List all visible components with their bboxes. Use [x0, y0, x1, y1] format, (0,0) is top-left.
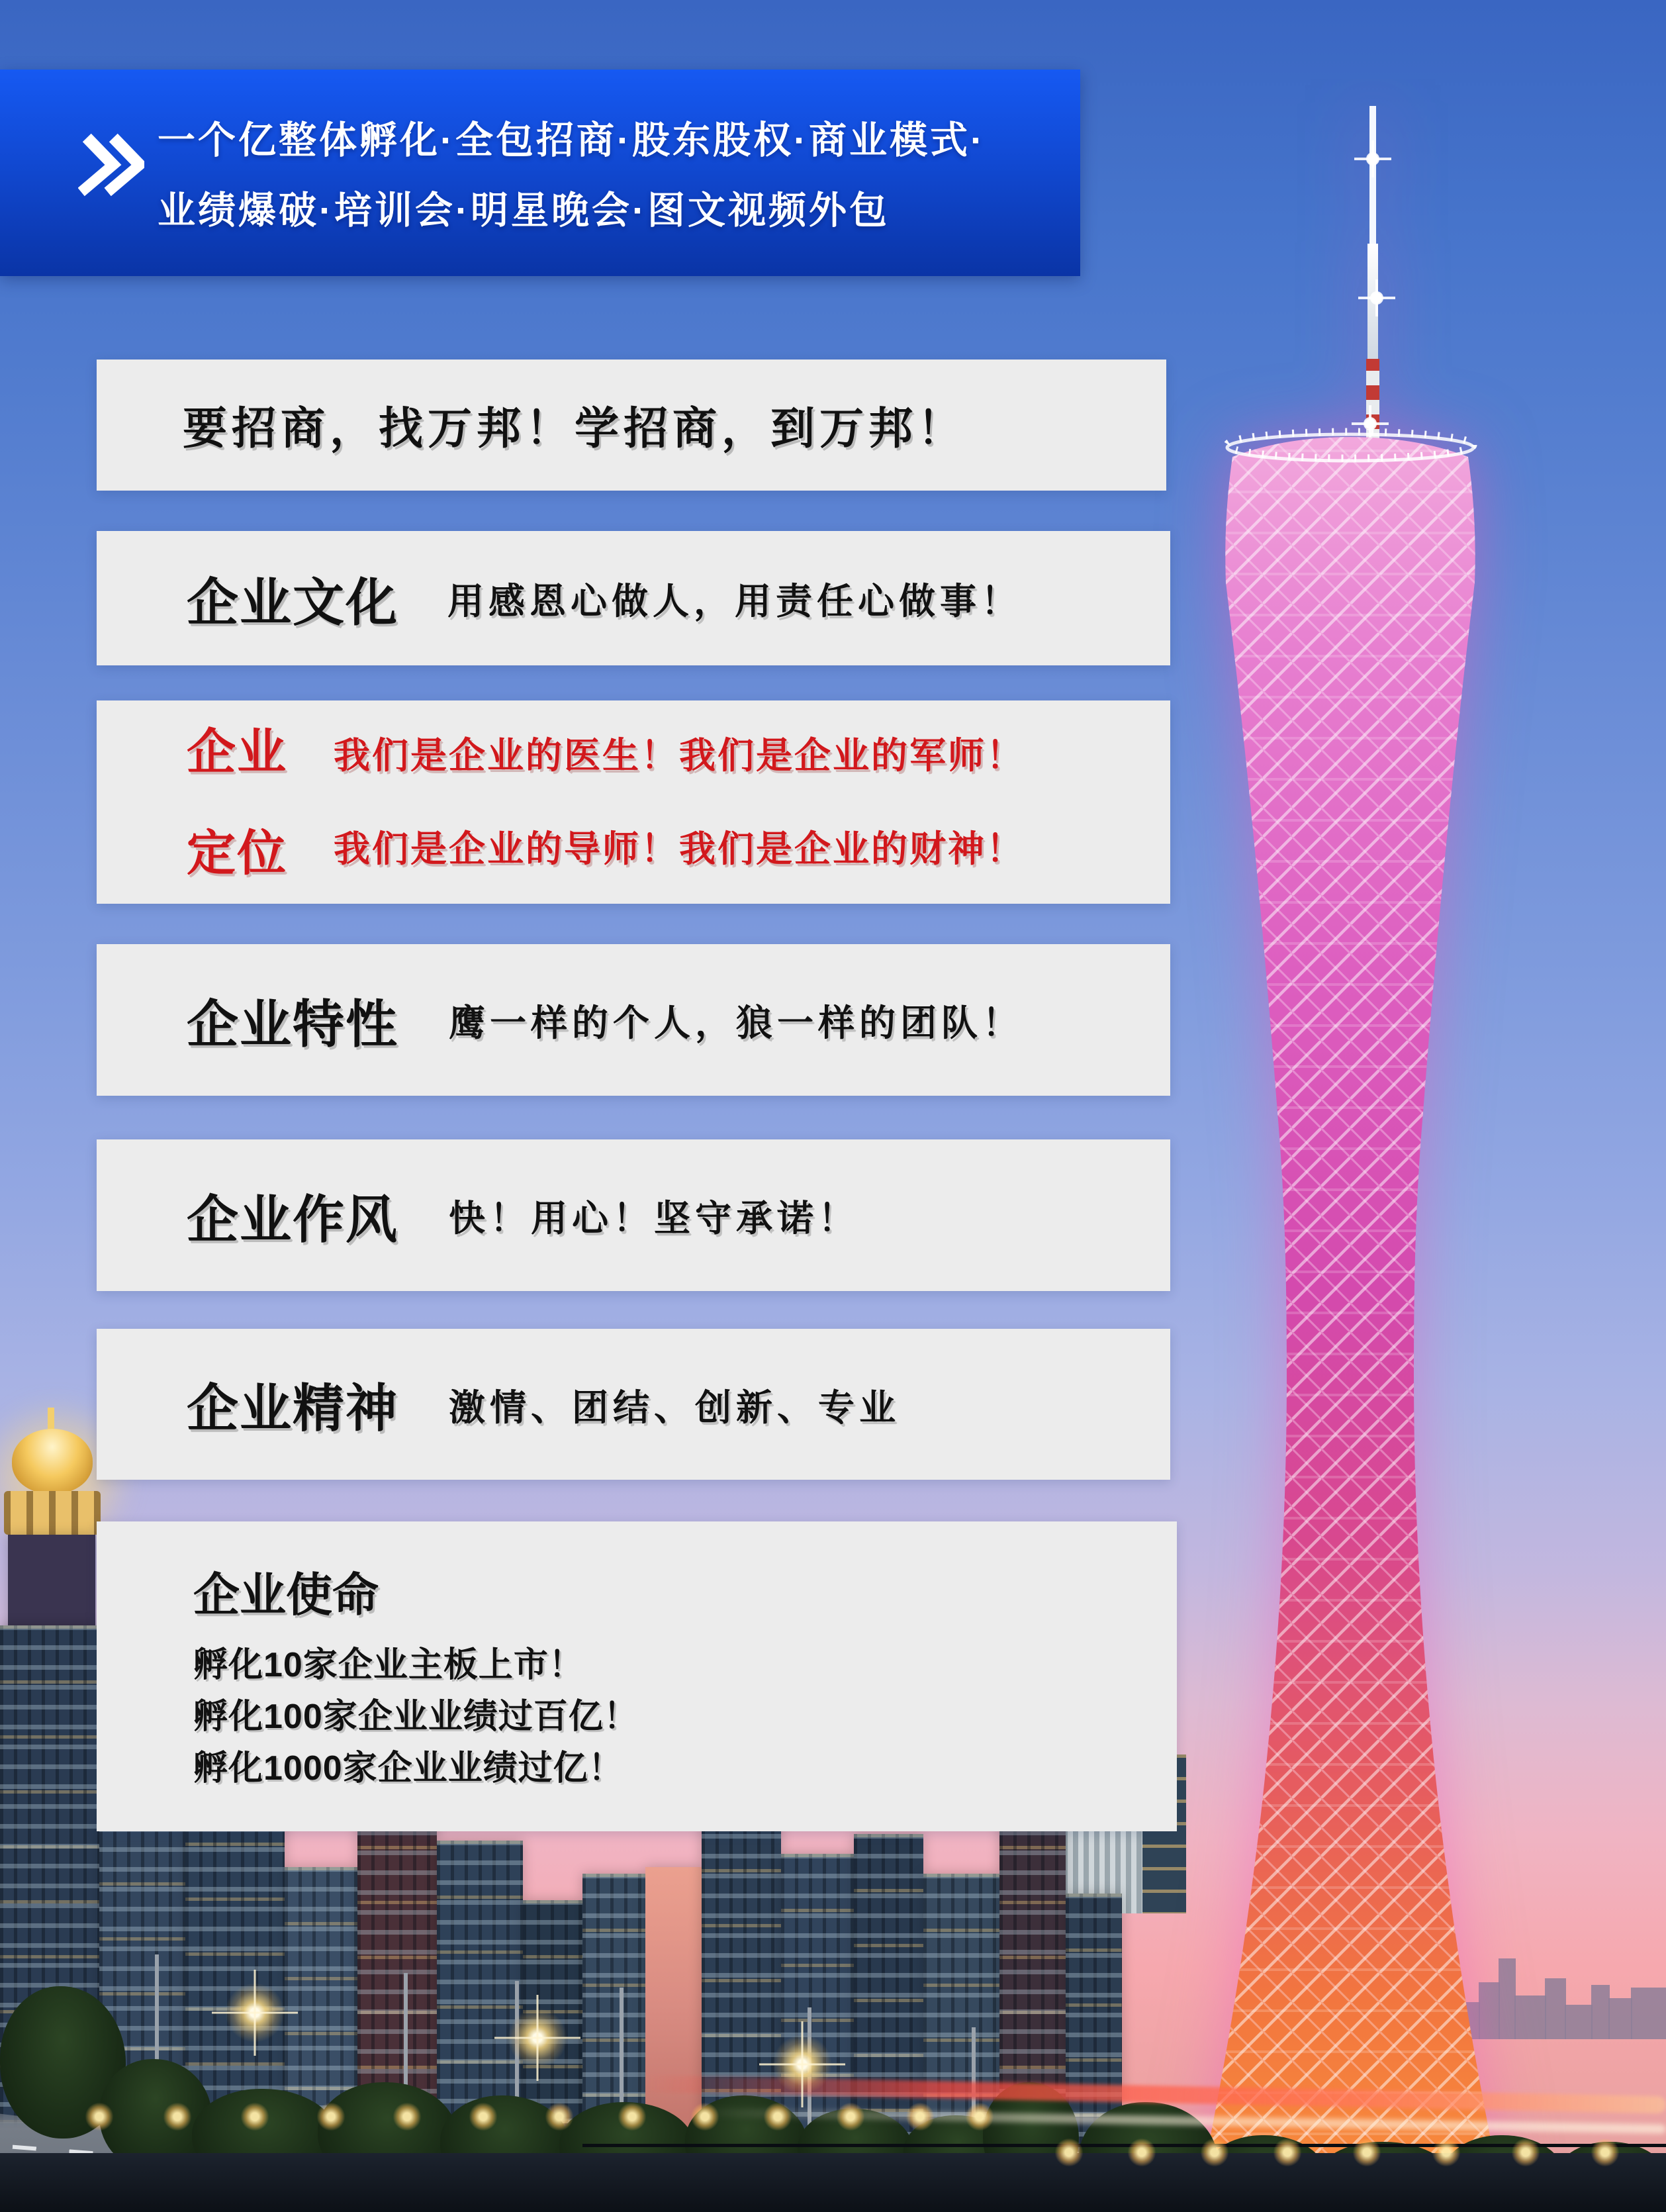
- mission-line: 孵化1000家企业业绩过亿！: [193, 1749, 624, 1788]
- street-lamp-glow: [544, 2101, 575, 2132]
- traits-title: 企业特性: [187, 994, 399, 1053]
- card-positioning: [97, 700, 1170, 904]
- lamp-starburst-icon: [223, 1981, 287, 2044]
- spirit-title: 企业精神: [187, 1379, 399, 1437]
- street-lamp-glow: [1272, 2137, 1303, 2168]
- street-lamp-glow: [162, 2101, 193, 2132]
- spirit-body: 激情、团结、创新、专业: [449, 1386, 901, 1428]
- positioning-body-line-2: 我们是企业的导师！我们是企业的财神！: [334, 828, 1025, 869]
- street-lamp-glow: [1590, 2137, 1620, 2168]
- header-banner: [0, 70, 1080, 276]
- street-lamp-glow: [835, 2101, 866, 2132]
- road: [0, 2153, 1666, 2212]
- golden-dome-tower: [12, 1429, 93, 1494]
- dome-finial: [48, 1408, 54, 1431]
- lamp-starburst-icon: [770, 2033, 834, 2096]
- street-lamp-glow: [1054, 2137, 1084, 2168]
- street-lamp-glow: [690, 2101, 720, 2132]
- street-lamp-glow: [964, 2101, 995, 2132]
- street-lamp-glow: [468, 2101, 498, 2132]
- culture-body: 用感恩心做人，用责任心做事！: [447, 581, 1023, 622]
- banner-line-1: 一个亿整体孵化·全包招商·股东股权·商业模式·: [158, 119, 986, 162]
- street-lamp-glow: [316, 2101, 346, 2132]
- positioning-body-line-1: 我们是企业的医生！我们是企业的军师！: [334, 734, 1025, 776]
- positioning-title-line-1: 企业: [187, 724, 287, 779]
- street-lamp-glow: [392, 2101, 422, 2132]
- positioning-body: [334, 709, 1025, 896]
- card-workstyle: [97, 1139, 1170, 1291]
- street-lamp-glow: [1352, 2137, 1382, 2168]
- street-lamp-glow: [763, 2101, 793, 2132]
- traits-body: 鹰一样的个人，狼一样的团队！: [449, 1002, 1024, 1043]
- positioning-title-line-2: 定位: [187, 825, 287, 881]
- street-lamp-glow: [905, 2101, 935, 2132]
- card-spirit: [97, 1329, 1170, 1480]
- golden-dome-arches: [4, 1491, 101, 1535]
- mission-title: 企业使命: [193, 1569, 379, 1621]
- slogan-text: 要招商，找万邦！学招商，到万邦！: [183, 404, 966, 454]
- mission-line: 孵化10家企业主板上市！: [193, 1646, 584, 1684]
- street-lamp-glow: [617, 2101, 647, 2132]
- workstyle-body: 快！用心！坚守承诺！: [449, 1198, 860, 1239]
- workstyle-title: 企业作风: [187, 1190, 399, 1249]
- card-mission: [97, 1521, 1177, 1831]
- street-lamp-glow: [1199, 2137, 1230, 2168]
- banner-line-2: 业绩爆破·培训会·明星晚会·图文视频外包: [158, 189, 890, 232]
- guardrail: [582, 2144, 1666, 2147]
- positioning-title: [187, 701, 287, 904]
- lamp-starburst-icon: [506, 2006, 569, 2070]
- street-lamp-glow: [84, 2101, 115, 2132]
- double-chevron-right-icon: [78, 133, 144, 197]
- tower-antenna: [1352, 106, 1395, 463]
- street-lamp-glow: [1127, 2137, 1157, 2168]
- banner-text: [158, 70, 986, 246]
- mission-line: 孵化100家企业业绩过百亿！: [193, 1698, 639, 1736]
- card-traits: [97, 944, 1170, 1096]
- mission-lines: [193, 1639, 1177, 1794]
- street-lamp-glow: [240, 2101, 270, 2132]
- card-slogan: [97, 360, 1166, 491]
- street-lamp-glow: [1510, 2137, 1541, 2168]
- card-culture: [97, 531, 1170, 665]
- street-lamp-glow: [1431, 2137, 1461, 2168]
- golden-dome-body: [8, 1535, 95, 1641]
- culture-title: 企业文化: [187, 573, 399, 632]
